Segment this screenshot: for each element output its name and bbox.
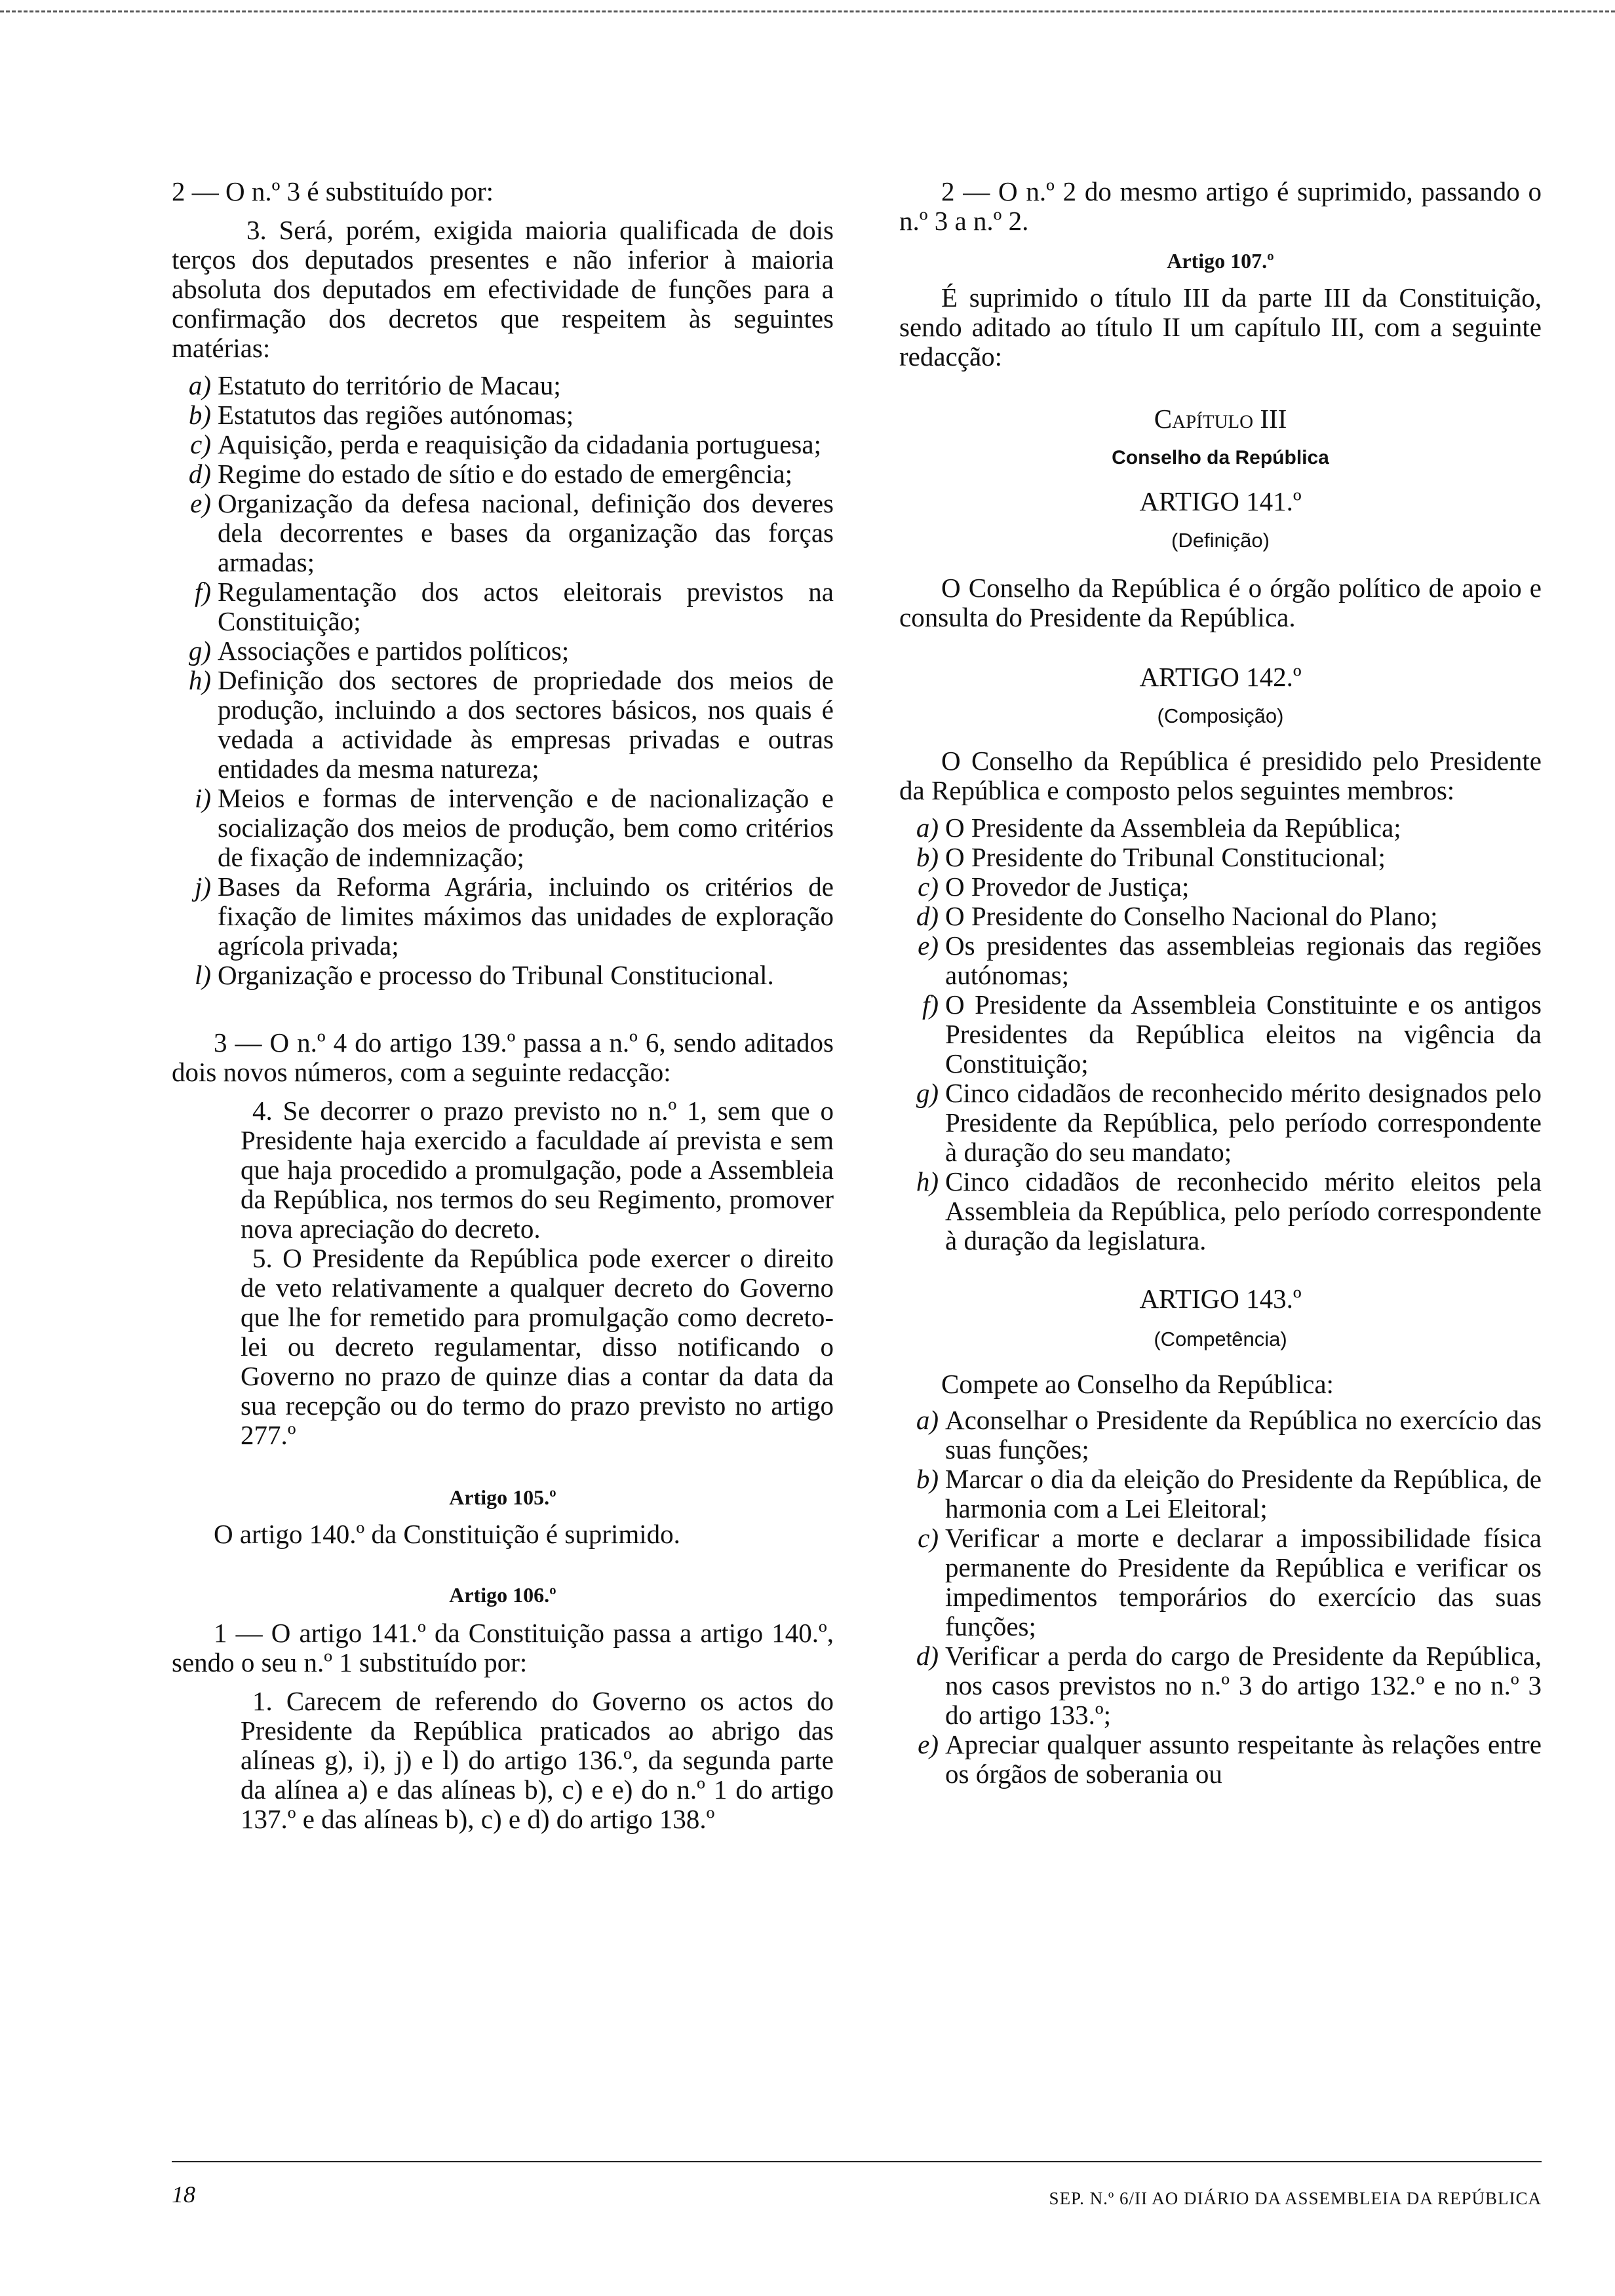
right-paragraph-composition: O Conselho da República é presidido pelo Presidente da República e composto pelos seguintes membros:	[899, 746, 1542, 805]
left-quoted-paragraph-3: 3. Será, porém, exigida maioria qualificada de dois terços dos deputados presentes e não inferior à maioria absoluta dos deputados em efectividade de funções para a confirmação dos decretos que respeitem às seguintes matérias:	[172, 215, 834, 363]
left-paragraph-art141: 1 — O artigo 141.º da Constituição passa a artigo 140.º, sendo o seu n.º 1 substituído por:	[172, 1618, 834, 1677]
footer-rule	[172, 2161, 1542, 2162]
list-item: d) Verificar a perda do cargo de Presidente da República, nos casos previstos no n.º 3 do artigo 132.º e no n.º 3 do artigo 133.º;	[916, 1641, 1542, 1730]
list-item: c) Aquisição, perda e reaquisição da cidadania portuguesa;	[190, 429, 821, 459]
list-item: e) Os presidentes das assembleias regionais das regiões autónomas;	[918, 930, 1542, 990]
article-143-heading: ARTIGO 143.º	[1139, 1284, 1302, 1314]
left-column	[172, 177, 834, 1834]
list-item: j) Bases da Reforma Agrária, incluindo os critérios de fixação de limites máximos das unidades de exploração agrícola privada;	[194, 871, 834, 961]
list-item: b) Marcar o dia da eleição do Presidente da República, de harmonia com a Lei Eleitoral;	[916, 1464, 1542, 1523]
right-paragraph-competence: Compete ao Conselho da República:	[941, 1369, 1334, 1399]
section-heading: Conselho da República	[1112, 447, 1329, 469]
article-106-heading: Artigo 106.º	[449, 1583, 556, 1607]
left-paragraph-art139: 3 — O n.º 4 do artigo 139.º passa a n.º 6, sendo aditados dois novos números, com a seguinte redacção:	[172, 1027, 834, 1087]
list-item: i) Meios e formas de intervenção e de nacionalização e socialização dos meios de produção, bem como critérios de fixação de indemnização;	[194, 783, 834, 872]
list-item: b) O Presidente do Tribunal Constitucional;	[916, 842, 1386, 872]
left-quoted-paragraph-4: 4. Se decorrer o prazo previsto no n.º 1, sem que o Presidente haja exercido a faculdade aí prevista e sem que haja procedido a promulgação, pode a Assembleia da República, nos termos do seu Regimento, promover nova apreciação do decreto.	[241, 1096, 834, 1244]
list-item: c) Verificar a morte e declarar a impossibilidade física permanente do Presidente da República e verificar os impedimentos temporários do exercício das suas funções;	[918, 1523, 1542, 1641]
list-item: e) Apreciar qualquer assunto respeitante às relações entre os órgãos de soberania ou	[918, 1729, 1542, 1789]
article-107-heading: Artigo 107.º	[1167, 249, 1274, 273]
scan-top-edge	[0, 10, 1615, 16]
left-intro-paragraph: 2 — O n.º 3 é substituído por:	[172, 176, 494, 206]
list-item: c) O Provedor de Justiça;	[918, 871, 1190, 902]
left-quoted-paragraph-1: 1. Carecem de referendo do Governo os actos do Presidente da República praticados ao abrigo das alíneas g), i), j) e l) do artigo 136.º, da segunda parte da alínea a) e das alíneas b), c) e e) do n.º 1 do artigo 137.º e das alíneas b), c) e d) do artigo 138.º	[241, 1686, 834, 1834]
list-item: d) Regime do estado de sítio e do estado de emergência;	[188, 459, 793, 489]
right-competence-list	[899, 1406, 1542, 1789]
article-141-heading: ARTIGO 141.º	[1139, 486, 1302, 516]
right-paragraph-title-iii: É suprimido o título III da parte III da Constituição, sendo aditado ao título II um capítulo III, com a seguinte redacção:	[899, 282, 1542, 372]
page-number: 18	[172, 2181, 195, 2208]
list-item: g) Cinco cidadãos de reconhecido mérito designados pelo Presidente da República, pelo período correspondente à duração do seu mandato;	[916, 1078, 1542, 1167]
article-143-subtitle: (Competência)	[1154, 1328, 1287, 1350]
right-column	[899, 177, 1542, 1789]
right-intro-paragraph: 2 — O n.º 2 do mesmo artigo é suprimido, passando o n.º 3 a n.º 2.	[899, 176, 1542, 236]
list-item: a) O Presidente da Assembleia da República;	[916, 813, 1401, 843]
list-item: d) O Presidente do Conselho Nacional do Plano;	[916, 901, 1438, 931]
left-quoted-paragraph-5: 5. O Presidente da República pode exercer o direito de veto relativamente a qualquer decreto do Governo que lhe for remetido para promulgação como decreto-lei ou decreto regulamentar, disso notificando o Governo no prazo de quinze dias a contar da data da sua recepção ou do termo do prazo previsto no artigo 277.º	[241, 1243, 834, 1450]
article-142-subtitle: (Composição)	[1157, 704, 1284, 727]
list-item: h) Definição dos sectores de propriedade dos meios de produção, incluindo a dos sectores básicos, nos quais é vedada a actividade às empresas privadas e outras entidades da mesma natureza;	[188, 665, 834, 784]
footer-publication-title: SEP. N.º 6/II AO DIÁRIO DA ASSEMBLEIA DA REPÚBLICA	[1049, 2189, 1542, 2208]
list-item: f) O Presidente da Assembleia Constituinte e os antigos Presidentes da República eleitos na vigência da Constituição;	[922, 989, 1542, 1079]
left-matters-list	[172, 371, 834, 990]
list-item: a) Aconselhar o Presidente da República no exercício das suas funções;	[916, 1405, 1542, 1464]
left-paragraph-art140: O artigo 140.º da Constituição é suprimido.	[214, 1519, 680, 1549]
article-105-heading: Artigo 105.º	[449, 1485, 556, 1509]
list-item: b) Estatutos das regiões autónomas;	[188, 400, 574, 430]
list-item: l) Organização e processo do Tribunal Constitucional.	[194, 960, 774, 990]
list-item: f) Regulamentação dos actos eleitorais previstos na Constituição;	[194, 577, 834, 636]
article-141-subtitle: (Definição)	[1171, 529, 1270, 552]
list-item: a) Estatuto do território de Macau;	[188, 370, 561, 400]
list-item: e) Organização da defesa nacional, definição dos deveres dela decorrentes e bases da organização das forças armadas;	[190, 488, 834, 577]
right-members-list	[899, 813, 1542, 1255]
list-item: g) Associações e partidos políticos;	[188, 636, 570, 666]
list-item: h) Cinco cidadãos de reconhecido mérito eleitos pela Assembleia da República, pelo período correspondente à duração da legislatura.	[916, 1166, 1542, 1255]
article-142-heading: ARTIGO 142.º	[1139, 662, 1302, 692]
chapter-heading: Capítulo III	[1154, 404, 1287, 434]
right-paragraph-definition: O Conselho da República é o órgão político de apoio e consulta do Presidente da República.	[899, 573, 1542, 632]
